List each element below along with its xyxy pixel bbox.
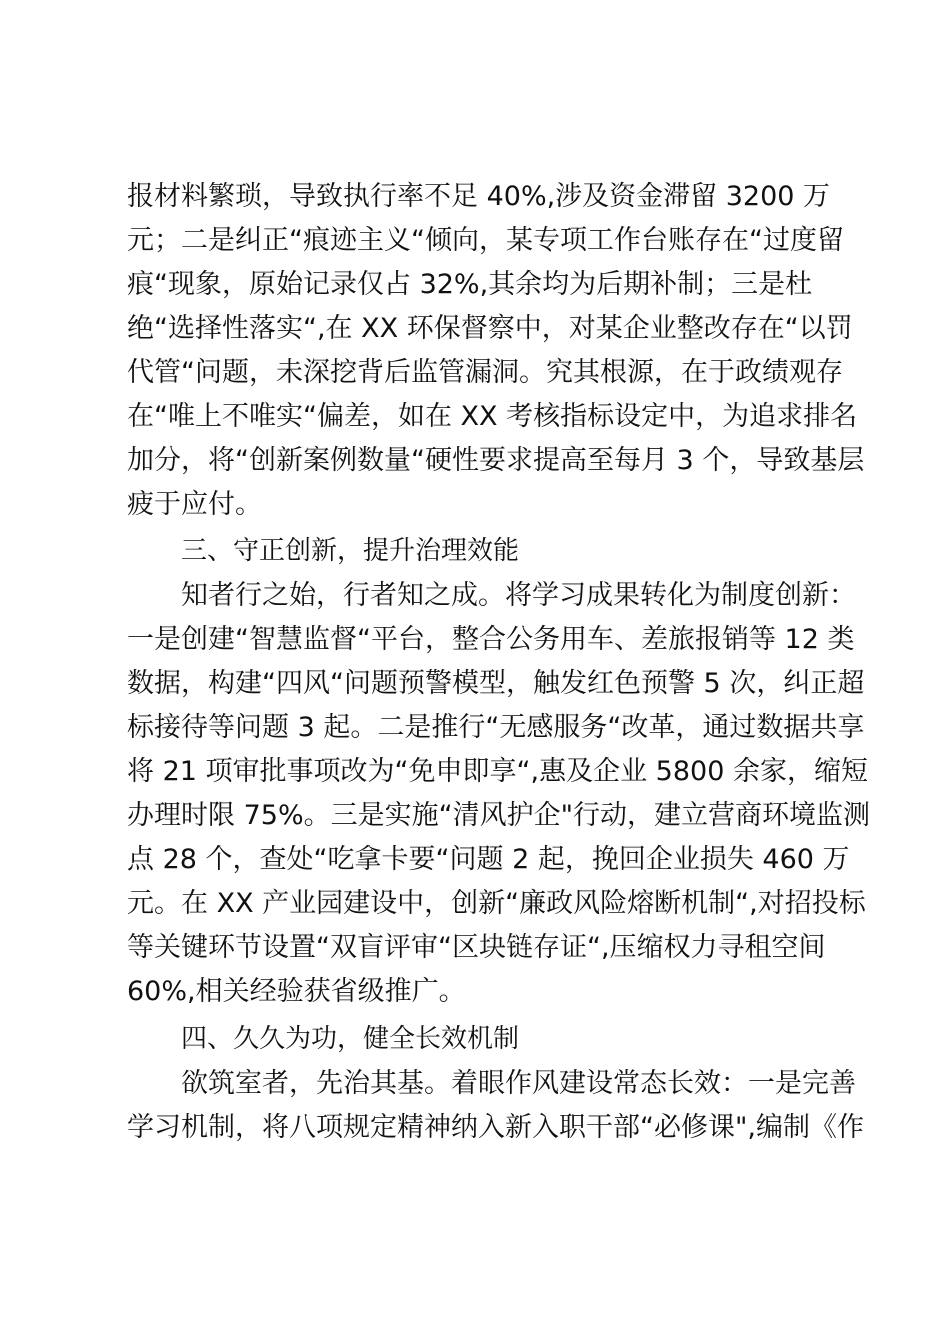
body-text-line: 标接待等问题 3 起。二是推行“无感服务“改革，通过数据共享 <box>127 712 865 743</box>
body-text-line: 元；二是纠正“痕迹主义“倾向，某专项工作台账存在“过度留 <box>127 225 844 256</box>
body-text-line: 痕“现象，原始记录仅占 32%,其余均为后期补制；三是杜 <box>127 269 813 300</box>
body-text-line: 元。在 XX 产业园建设中，创新“廉政风险熔断机制“,对招投标 <box>127 888 866 919</box>
body-text-line: 报材料繁琐，导致执行率不足 40%,涉及资金滞留 3200 万 <box>127 181 831 212</box>
body-text-line: 等关键环节设置“双盲评审“区块链存证“,压缩权力寻租空间 <box>127 932 826 963</box>
body-text-line: 绝“选择性落实“,在 XX 环保督察中，对某企业整改存在“以罚 <box>127 313 853 344</box>
body-text-line: 将 21 项审批事项改为“免申即享“,惠及企业 5800 余家，缩短 <box>127 756 868 787</box>
body-text-line: 办理时限 75%。三是实施“清风护企"行动，建立营商环境监测 <box>127 800 870 831</box>
body-text-line: 学习机制，将八项规定精神纳入新入职干部“必修课",编制《作 <box>127 1112 864 1143</box>
body-text-line: 数据，构建“四风“问题预警模型，触发红色预警 5 次，纠正超 <box>127 668 865 699</box>
body-text-line: 知者行之始，行者知之成。将学习成果转化为制度创新： <box>181 580 856 611</box>
section-heading: 四、久久为功，健全长效机制 <box>181 1024 520 1054</box>
section-heading: 三、守正创新，提升治理效能 <box>181 536 520 566</box>
body-text-line: 加分，将“创新案例数量“硬性要求提高至每月 3 个，导致基层 <box>127 445 865 476</box>
body-text-line: 代管“问题，未深挖背后监管漏洞。究其根源，在于政绩观存 <box>127 357 843 388</box>
body-text-line: 60%,相关经验获省级推广。 <box>127 976 466 1007</box>
body-text-line: 疲于应付。 <box>127 489 262 520</box>
body-text-line: 在“唯上不唯实“偏差，如在 XX 考核指标设定中，为追求排名 <box>127 401 858 432</box>
body-text-line: 点 28 个，查处“吃拿卡要“问题 2 起，挽回企业损失 460 万 <box>127 844 850 875</box>
body-text-line: 一是创建“智慧监督“平台，整合公务用车、差旅报销等 12 类 <box>127 624 855 655</box>
body-text-line: 欲筑室者，先治其基。着眼作风建设常态长效：一是完善 <box>181 1068 856 1099</box>
